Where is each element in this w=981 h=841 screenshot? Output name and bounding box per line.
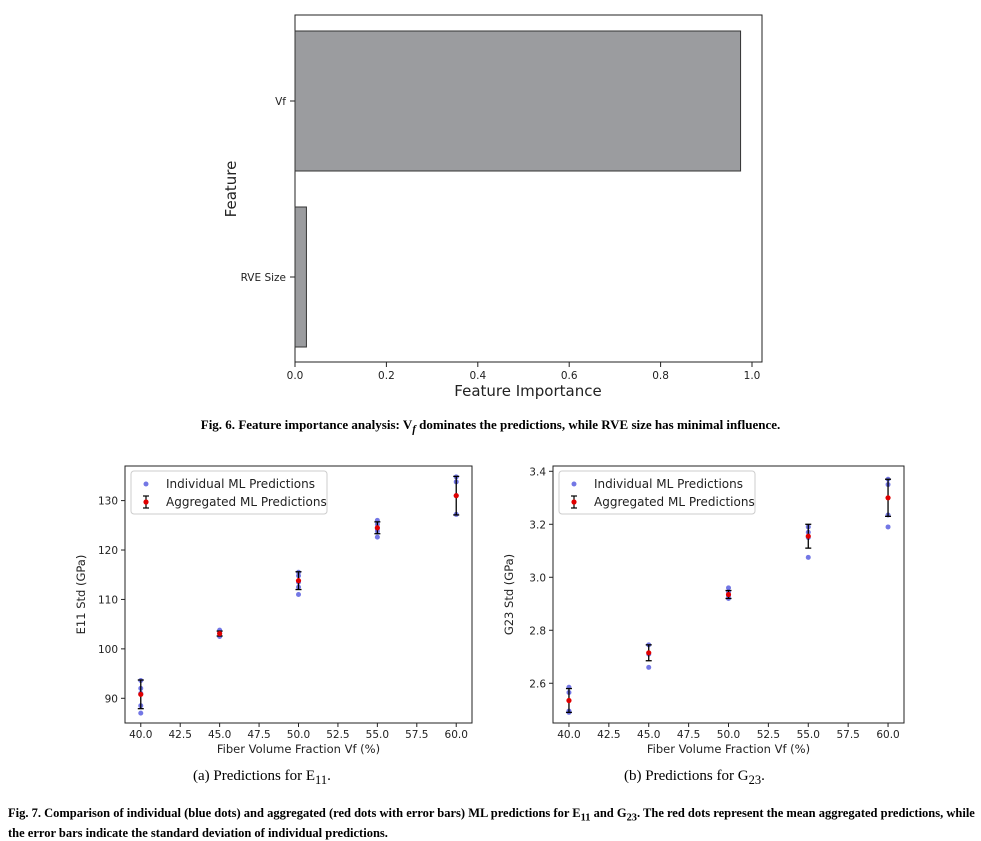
figure-7-caption-rest: . The red dots represent the mean aggregated predictions, while the error bars indicate the standard deviation of individual predictions. (8, 806, 975, 840)
x-axis-label: Fiber Volume Fraction Vf (%) (646, 742, 811, 756)
y-tick-vf: Vf (275, 96, 286, 108)
subcaption-b-sub: 23 (748, 773, 762, 787)
x-tick-label: 55.0 (796, 729, 820, 741)
x-tick-label: 1.0 (743, 370, 761, 382)
y-tick-label: 3.0 (529, 572, 546, 585)
figure-7-caption-sub2: 23 (626, 812, 637, 824)
figure-7-label: Fig. 7. (8, 806, 41, 820)
aggregated-prediction-point (885, 495, 890, 500)
y-tick-label: 90 (104, 693, 118, 706)
x-tick-label: 57.5 (836, 729, 860, 741)
x-tick-label: 52.5 (756, 729, 781, 741)
x-tick-label: 47.5 (676, 729, 701, 741)
aggregated-prediction-point (566, 698, 571, 703)
figure-7-caption-text: Comparison of individual (blue dots) and aggregated (red dots with error bars) ML predictions for E (44, 806, 581, 820)
x-tick-label: 40.0 (557, 729, 581, 741)
y-tick-label: 120 (97, 545, 118, 558)
x-tick-label: 0.8 (652, 370, 669, 382)
y-axis-label: G23 Std (GPa) (502, 553, 516, 636)
figure-7-caption-mid: and G (590, 806, 627, 820)
legend-label-individual: Individual ML Predictions (594, 477, 743, 491)
x-tick-label: 0.0 (286, 370, 304, 382)
x-tick-label: 47.5 (247, 729, 271, 741)
x-tick-label: 55.0 (365, 729, 390, 741)
x-tick-label: 45.0 (637, 729, 661, 741)
x-tick-label: 0.6 (560, 370, 578, 382)
x-tick-label: 50.0 (286, 729, 311, 741)
y-tick-label: 2.8 (529, 625, 546, 638)
y-tick-rve-size: RVE Size (240, 272, 286, 284)
figure-6-caption-sub: f (412, 423, 416, 436)
subcaption-a (193, 768, 331, 788)
individual-prediction-point (806, 555, 811, 560)
aggregated-prediction-point (806, 534, 811, 539)
x-tick-label: 52.5 (326, 729, 350, 741)
x-tick-label: 42.5 (168, 729, 192, 741)
subcaption-b-period: . (761, 768, 765, 784)
x-tick-label: 0.4 (469, 370, 487, 382)
legend-label-aggregated: Aggregated ML Predictions (166, 495, 327, 509)
figure-7-caption (8, 806, 981, 841)
y-tick-label: 110 (97, 594, 118, 607)
y-tick-label: 3.2 (529, 519, 546, 532)
subcaption-b (624, 768, 765, 788)
x-tick-label: 50.0 (716, 729, 741, 741)
y-tick-label: 130 (97, 495, 118, 508)
figure-6-label: Fig. 6. (200, 417, 236, 432)
subcaption-a-period: . (327, 768, 331, 784)
individual-prediction-point (886, 524, 891, 529)
x-tick-label: 0.2 (378, 370, 395, 382)
x-tick-label: 57.5 (405, 729, 429, 741)
x-axis-label: Fiber Volume Fraction Vf (%) (216, 742, 381, 756)
y-tick-label: 3.4 (529, 466, 546, 479)
individual-prediction-point (646, 665, 651, 670)
legend-marker-aggregated (571, 499, 576, 504)
subcaption-a-sub: 11 (315, 773, 328, 787)
x-tick-label: 60.0 (444, 729, 468, 741)
x-axis-label: Feature Importance (454, 382, 602, 400)
x-tick-label: 40.0 (129, 729, 153, 741)
y-tick-label: 100 (97, 643, 118, 656)
subcaption-a-text: (a) Predictions for E (193, 768, 316, 784)
aggregated-prediction-point (726, 592, 731, 597)
x-tick-label: 45.0 (207, 729, 232, 741)
aggregated-prediction-point (646, 650, 651, 655)
x-tick-label: 42.5 (597, 729, 621, 741)
legend-label-individual: Individual ML Predictions (166, 477, 315, 491)
figure-7-caption-sub1: 11 (580, 812, 591, 824)
subcaption-b-text: (b) Predictions for G (624, 768, 749, 784)
legend-label-aggregated: Aggregated ML Predictions (594, 495, 755, 509)
y-tick-label: 2.6 (529, 678, 546, 691)
y-axis-label: Feature (222, 160, 240, 218)
figure-6-caption-text: Feature importance analysis: V (238, 417, 413, 432)
x-tick-label: 60.0 (876, 729, 900, 741)
y-axis-label: E11 Std (GPa) (74, 554, 88, 635)
legend-marker-individual (572, 482, 577, 487)
figure-6-caption-rest: dominates the predictions, while RVE size has minimal influence. (415, 417, 781, 432)
